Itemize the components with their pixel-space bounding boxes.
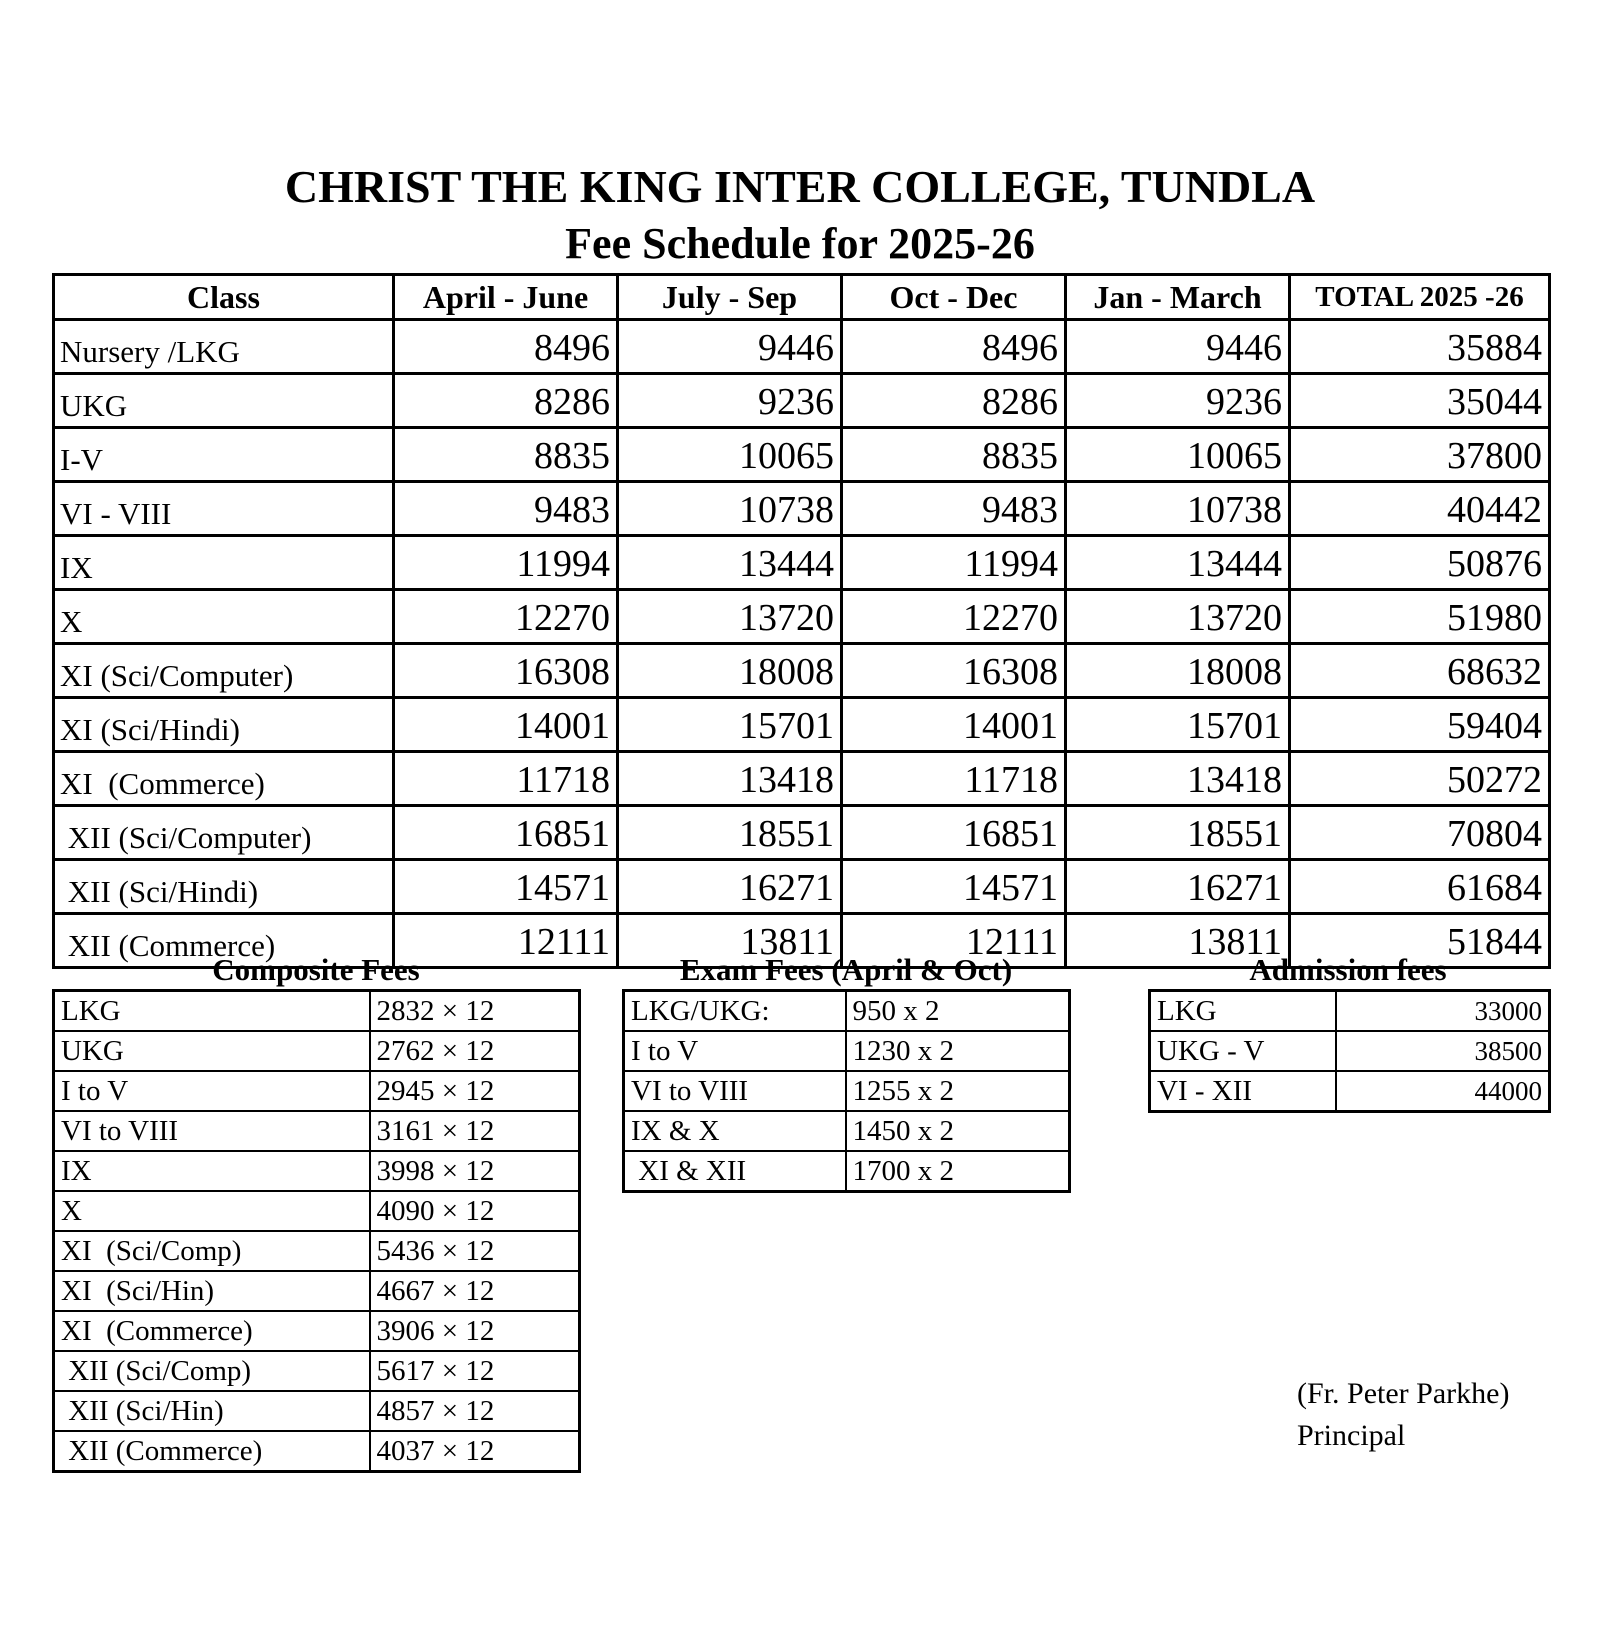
oct-dec-cell: 8835 xyxy=(842,428,1066,482)
oct-dec-cell: 14001 xyxy=(842,698,1066,752)
column-header-class: Class xyxy=(54,275,394,320)
april-june-cell: 8286 xyxy=(394,374,618,428)
oct-dec-cell: 11718 xyxy=(842,752,1066,806)
column-header-oct-dec: Oct - Dec xyxy=(842,275,1066,320)
composite-class-cell: I to V xyxy=(54,1071,370,1111)
fee-table-row xyxy=(54,482,1550,536)
jan-march-cell: 10738 xyxy=(1066,482,1290,536)
fee-schedule-table xyxy=(52,273,1551,969)
fee-table-row xyxy=(54,428,1550,482)
admission-fee-row xyxy=(1150,1071,1550,1112)
admission-fee-row xyxy=(1150,991,1550,1032)
april-june-cell: 11718 xyxy=(394,752,618,806)
exam-amount-cell: 1700 x 2 xyxy=(846,1151,1070,1192)
composite-fee-row xyxy=(54,1151,580,1191)
composite-fee-row xyxy=(54,1391,580,1431)
jan-march-cell: 13444 xyxy=(1066,536,1290,590)
exam-class-cell: IX & X xyxy=(624,1111,846,1151)
exam-fee-row xyxy=(624,1031,1070,1071)
composite-class-cell: UKG xyxy=(54,1031,370,1071)
admission-amount-cell: 33000 xyxy=(1336,991,1550,1032)
fee-table-row xyxy=(54,590,1550,644)
composite-amount-cell: 2832 × 12 xyxy=(370,991,580,1032)
total-cell: 35884 xyxy=(1290,320,1550,374)
total-cell: 50272 xyxy=(1290,752,1550,806)
fee-table-row xyxy=(54,320,1550,374)
july-sep-cell: 9236 xyxy=(618,374,842,428)
composite-fees-table xyxy=(52,989,581,1473)
fee-table-row xyxy=(54,752,1550,806)
admission-fee-row xyxy=(1150,1031,1550,1071)
oct-dec-cell: 8286 xyxy=(842,374,1066,428)
exam-class-cell: I to V xyxy=(624,1031,846,1071)
total-cell: 51980 xyxy=(1290,590,1550,644)
total-cell: 35044 xyxy=(1290,374,1550,428)
column-header-total: TOTAL 2025 -26 xyxy=(1290,275,1550,320)
fee-table-body xyxy=(54,320,1550,968)
composite-amount-cell: 4037 × 12 xyxy=(370,1431,580,1472)
total-cell: 50876 xyxy=(1290,536,1550,590)
april-june-cell: 8496 xyxy=(394,320,618,374)
class-cell: I-V xyxy=(54,428,394,482)
class-cell: XII (Sci/Hindi) xyxy=(54,860,394,914)
exam-amount-cell: 1255 x 2 xyxy=(846,1071,1070,1111)
oct-dec-cell: 16851 xyxy=(842,806,1066,860)
composite-amount-cell: 4090 × 12 xyxy=(370,1191,580,1231)
total-cell: 61684 xyxy=(1290,860,1550,914)
admission-amount-cell: 44000 xyxy=(1336,1071,1550,1112)
composite-amount-cell: 3998 × 12 xyxy=(370,1151,580,1191)
composite-amount-cell: 2945 × 12 xyxy=(370,1071,580,1111)
column-header-jan-march: Jan - March xyxy=(1066,275,1290,320)
jan-march-cell: 15701 xyxy=(1066,698,1290,752)
fee-table-row xyxy=(54,374,1550,428)
composite-amount-cell: 3161 × 12 xyxy=(370,1111,580,1151)
exam-fee-row xyxy=(624,1151,1070,1192)
composite-fee-row xyxy=(54,1071,580,1111)
signature-block xyxy=(1297,1373,1509,1457)
april-june-cell: 14571 xyxy=(394,860,618,914)
fee-table-row xyxy=(54,644,1550,698)
admission-class-cell: LKG xyxy=(1150,991,1336,1032)
class-cell: IX xyxy=(54,536,394,590)
april-june-cell: 14001 xyxy=(394,698,618,752)
july-sep-cell: 13811 xyxy=(618,914,842,968)
admission-fees-table xyxy=(1148,989,1551,1113)
july-sep-cell: 18008 xyxy=(618,644,842,698)
exam-fee-row xyxy=(624,1071,1070,1111)
oct-dec-cell: 11994 xyxy=(842,536,1066,590)
oct-dec-cell: 12111 xyxy=(842,914,1066,968)
fee-table-row xyxy=(54,536,1550,590)
admission-amount-cell: 38500 xyxy=(1336,1031,1550,1071)
composite-class-cell: XI (Commerce) xyxy=(54,1311,370,1351)
exam-class-cell: XI & XII xyxy=(624,1151,846,1192)
composite-class-cell: LKG xyxy=(54,991,370,1032)
composite-class-cell: XI (Sci/Hin) xyxy=(54,1271,370,1311)
composite-fee-row xyxy=(54,1031,580,1071)
composite-fee-row xyxy=(54,1351,580,1391)
composite-class-cell: XII (Commerce) xyxy=(54,1431,370,1472)
composite-fee-row xyxy=(54,991,580,1032)
exam-fee-row xyxy=(624,991,1070,1032)
signatory-name: (Fr. Peter Parkhe) xyxy=(1297,1377,1510,1410)
column-header-april-june: April - June xyxy=(394,275,618,320)
july-sep-cell: 13444 xyxy=(618,536,842,590)
jan-march-cell: 13418 xyxy=(1066,752,1290,806)
class-cell: UKG xyxy=(54,374,394,428)
jan-march-cell: 13811 xyxy=(1066,914,1290,968)
oct-dec-cell: 14571 xyxy=(842,860,1066,914)
column-header-july-sep: July - Sep xyxy=(618,275,842,320)
composite-class-cell: XI (Sci/Comp) xyxy=(54,1231,370,1271)
july-sep-cell: 10738 xyxy=(618,482,842,536)
july-sep-cell: 18551 xyxy=(618,806,842,860)
exam-amount-cell: 950 x 2 xyxy=(846,991,1070,1032)
composite-amount-cell: 3906 × 12 xyxy=(370,1311,580,1351)
jan-march-cell: 16271 xyxy=(1066,860,1290,914)
composite-amount-cell: 5617 × 12 xyxy=(370,1351,580,1391)
jan-march-cell: 9446 xyxy=(1066,320,1290,374)
class-cell: XI (Commerce) xyxy=(54,752,394,806)
composite-fee-row xyxy=(54,1231,580,1271)
composite-amount-cell: 5436 × 12 xyxy=(370,1231,580,1271)
composite-class-cell: VI to VIII xyxy=(54,1111,370,1151)
page-subtitle: Fee Schedule for 2025-26 xyxy=(565,219,1035,268)
oct-dec-cell: 12270 xyxy=(842,590,1066,644)
composite-class-cell: XII (Sci/Comp) xyxy=(54,1351,370,1391)
jan-march-cell: 9236 xyxy=(1066,374,1290,428)
exam-fees-table xyxy=(622,989,1071,1193)
fee-table-row xyxy=(54,698,1550,752)
composite-amount-cell: 4667 × 12 xyxy=(370,1271,580,1311)
total-cell: 68632 xyxy=(1290,644,1550,698)
jan-march-cell: 13720 xyxy=(1066,590,1290,644)
admission-class-cell: UKG - V xyxy=(1150,1031,1336,1071)
total-cell: 51844 xyxy=(1290,914,1550,968)
exam-amount-cell: 1230 x 2 xyxy=(846,1031,1070,1071)
july-sep-cell: 13720 xyxy=(618,590,842,644)
class-cell: VI - VIII xyxy=(54,482,394,536)
class-cell: Nursery /LKG xyxy=(54,320,394,374)
april-june-cell: 16308 xyxy=(394,644,618,698)
fee-table-row xyxy=(54,806,1550,860)
jan-march-cell: 18551 xyxy=(1066,806,1290,860)
composite-amount-cell: 4857 × 12 xyxy=(370,1391,580,1431)
april-june-cell: 12111 xyxy=(394,914,618,968)
class-cell: XI (Sci/Computer) xyxy=(54,644,394,698)
total-cell: 40442 xyxy=(1290,482,1550,536)
exam-class-cell: LKG/UKG: xyxy=(624,991,846,1032)
total-cell: 70804 xyxy=(1290,806,1550,860)
total-cell: 37800 xyxy=(1290,428,1550,482)
april-june-cell: 16851 xyxy=(394,806,618,860)
admission-fees-title: Admission fees xyxy=(1249,952,1447,987)
class-cell: X xyxy=(54,590,394,644)
exam-fee-row xyxy=(624,1111,1070,1151)
composite-fee-row xyxy=(54,1311,580,1351)
class-cell: XI (Sci/Hindi) xyxy=(54,698,394,752)
april-june-cell: 8835 xyxy=(394,428,618,482)
fee-table-row xyxy=(54,860,1550,914)
composite-class-cell: X xyxy=(54,1191,370,1231)
composite-fee-row xyxy=(54,1191,580,1231)
oct-dec-cell: 9483 xyxy=(842,482,1066,536)
total-cell: 59404 xyxy=(1290,698,1550,752)
composite-fee-row xyxy=(54,1111,580,1151)
april-june-cell: 12270 xyxy=(394,590,618,644)
page-title: CHRIST THE KING INTER COLLEGE, TUNDLA xyxy=(284,161,1316,212)
july-sep-cell: 10065 xyxy=(618,428,842,482)
composite-amount-cell: 2762 × 12 xyxy=(370,1031,580,1071)
composite-fees-title: Composite Fees xyxy=(212,952,420,987)
exam-fees-title: Exam Fees (April & Oct) xyxy=(679,952,1013,987)
july-sep-cell: 9446 xyxy=(618,320,842,374)
composite-class-cell: XII (Sci/Hin) xyxy=(54,1391,370,1431)
class-cell: XII (Commerce) xyxy=(54,914,394,968)
composite-class-cell: IX xyxy=(54,1151,370,1191)
july-sep-cell: 13418 xyxy=(618,752,842,806)
signatory-designation: Principal xyxy=(1297,1419,1406,1452)
admission-class-cell: VI - XII xyxy=(1150,1071,1336,1112)
oct-dec-cell: 16308 xyxy=(842,644,1066,698)
composite-fee-row xyxy=(54,1431,580,1472)
composite-fee-row xyxy=(54,1271,580,1311)
april-june-cell: 9483 xyxy=(394,482,618,536)
jan-march-cell: 18008 xyxy=(1066,644,1290,698)
oct-dec-cell: 8496 xyxy=(842,320,1066,374)
april-june-cell: 11994 xyxy=(394,536,618,590)
jan-march-cell: 10065 xyxy=(1066,428,1290,482)
fee-table-header-row xyxy=(54,275,1550,320)
july-sep-cell: 16271 xyxy=(618,860,842,914)
exam-class-cell: VI to VIII xyxy=(624,1071,846,1111)
exam-amount-cell: 1450 x 2 xyxy=(846,1111,1070,1151)
july-sep-cell: 15701 xyxy=(618,698,842,752)
class-cell: XII (Sci/Computer) xyxy=(54,806,394,860)
